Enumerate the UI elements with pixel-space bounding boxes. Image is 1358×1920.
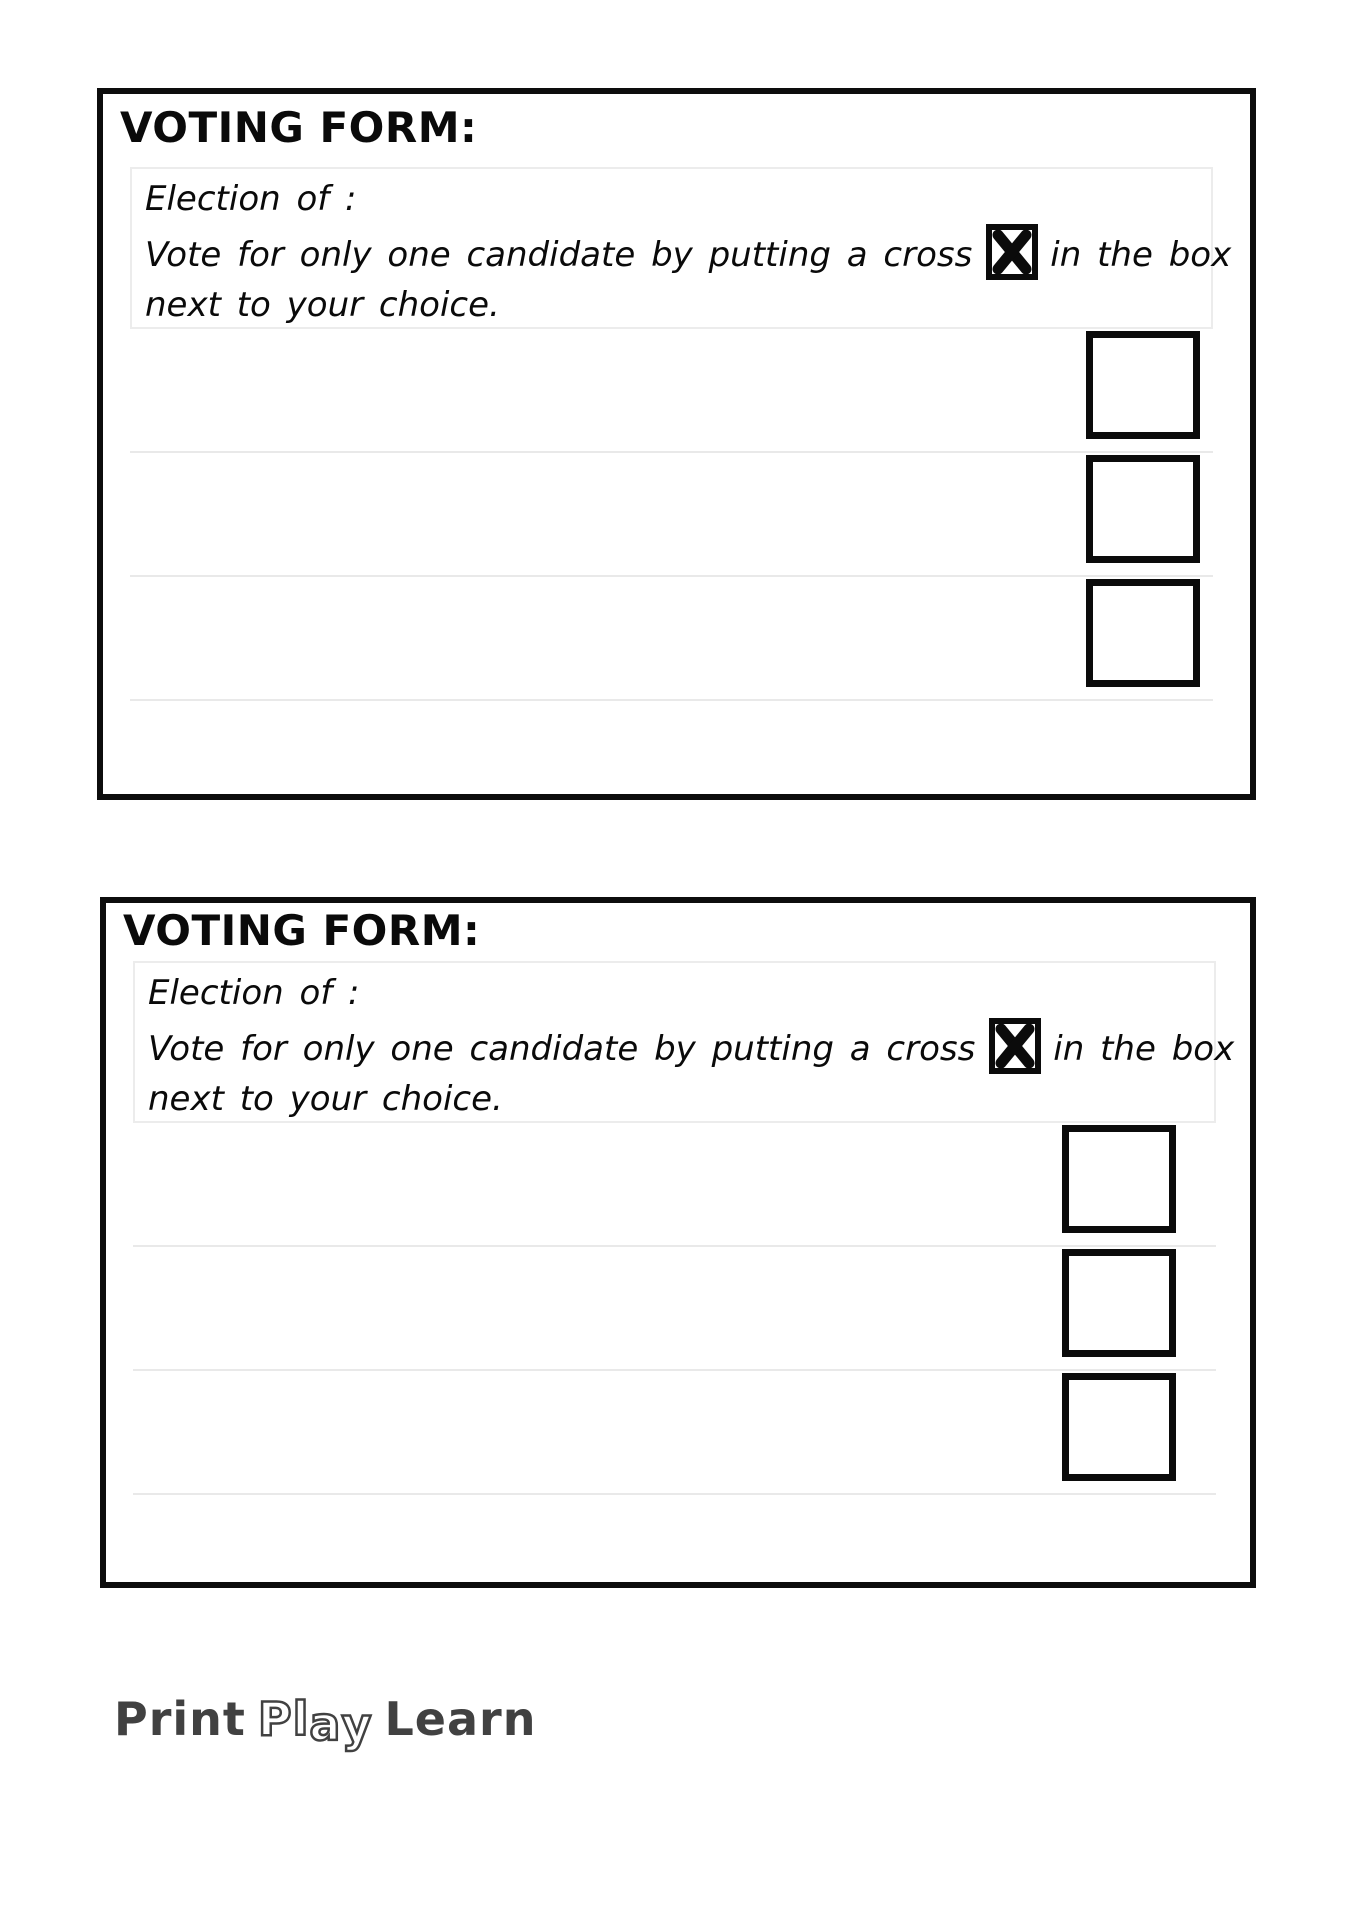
candidate-row [133, 1373, 1216, 1495]
cross-in-box-icon [989, 1018, 1041, 1074]
logo-word-learn: Learn [384, 1692, 537, 1746]
candidate-checkbox[interactable] [1062, 1373, 1176, 1481]
instruction-box [133, 961, 1235, 1123]
form-title: VOTING FORM: [123, 906, 481, 955]
candidate-checkbox[interactable] [1086, 331, 1200, 439]
logo-word-print: Print [114, 1692, 246, 1746]
vote-instruction-before: Vote for only one candidate by putting a cross [145, 235, 973, 275]
form-content [130, 167, 1232, 701]
candidate-checkbox[interactable] [1086, 579, 1200, 687]
choice-line: next to your choice. [145, 285, 500, 325]
vote-instruction-before: Vote for only one candidate by putting a cross [148, 1029, 976, 1069]
candidate-checkbox[interactable] [1062, 1249, 1176, 1357]
vote-instruction-line [148, 1018, 1235, 1074]
voting-form-2 [100, 897, 1256, 1588]
candidate-row [133, 1125, 1216, 1247]
choice-line: next to your choice. [148, 1079, 503, 1119]
election-of-line: Election of : [145, 179, 357, 219]
form-title: VOTING FORM: [120, 103, 478, 152]
vote-instruction-line [145, 224, 1232, 280]
cross-in-box-icon [986, 224, 1038, 280]
print-play-learn-logo [114, 1692, 537, 1752]
candidate-row [133, 1249, 1216, 1371]
logo-word-play: Play [257, 1692, 373, 1752]
candidate-row [130, 331, 1213, 453]
voting-form-1 [97, 88, 1256, 800]
candidate-checkbox[interactable] [1086, 455, 1200, 563]
election-of-line: Election of : [148, 973, 360, 1013]
form-content [133, 961, 1235, 1495]
vote-instruction-after: in the box [1053, 1029, 1235, 1069]
instruction-box [130, 167, 1232, 329]
candidate-row [130, 455, 1213, 577]
candidate-checkbox[interactable] [1062, 1125, 1176, 1233]
candidate-row [130, 579, 1213, 701]
vote-instruction-after: in the box [1050, 235, 1232, 275]
